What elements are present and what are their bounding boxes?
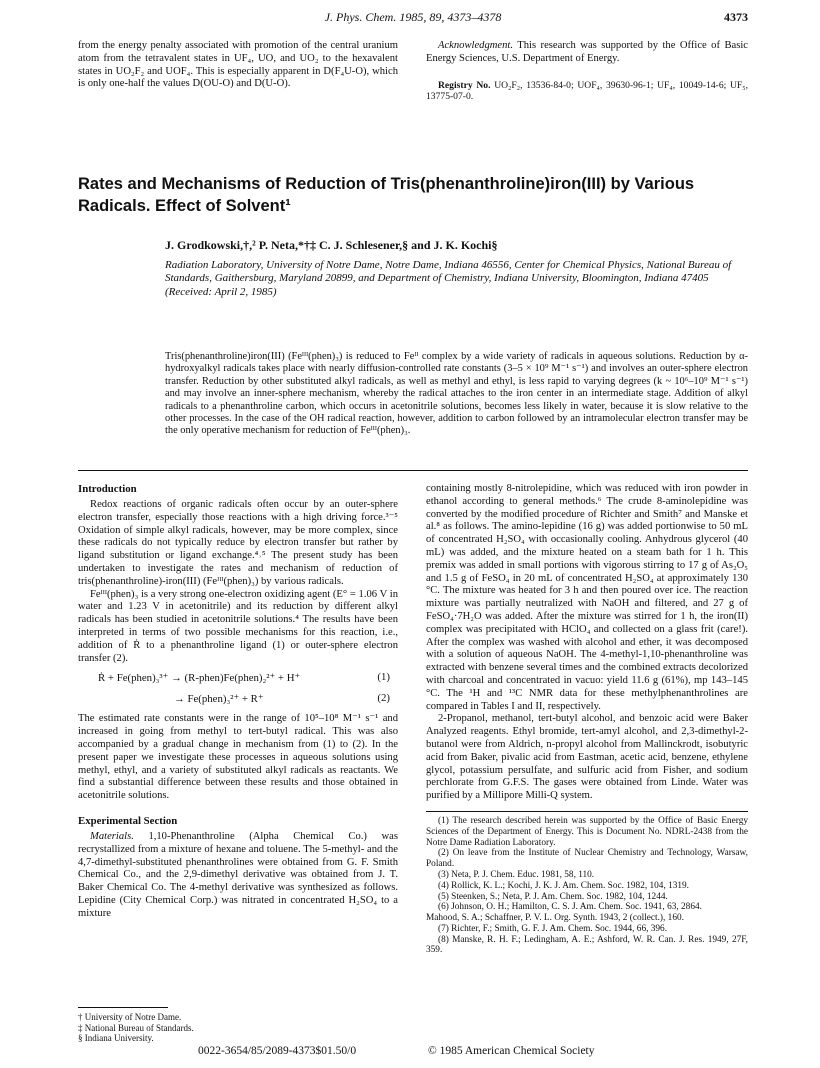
journal-citation: J. Phys. Chem. 1985, 89, 4373–4378 [324, 10, 502, 24]
article-code: 0022-3654/85/2089-4373$01.50/0 [198, 1045, 357, 1057]
page-number: 4373 [724, 10, 748, 24]
footnotes [426, 816, 748, 956]
abstract: Tris(phenanthroline)iron(III) (Feᴵᴵᴵ(phen)₃) is reduced to Feᴵᴵ complex by a wide variety of radicals in aqueous solutions. Reduction by α-hydroxyalkyl radicals takes place with nearly diffusion-controlled rate constants (3–5 × 10⁹ M⁻¹ s⁻¹) and involves an outer-sphere electron transfer. Reduction by other substituted alkyl radicals, as well as methyl and ethyl, is less rapid to varying degrees (k ~ 10⁶–10⁹ M⁻¹ s⁻¹) and may involve an inner-sphere mechanism, whereby the radical attaches to the iron center in an intermediate stage. Addition of alkyl radicals to a phenanthroline carbon, which occurs in acetonitrile solutions, becomes less likely in water, because it is slow relative to the other processes. In the case of the OH radical reaction, however, addition to carbon followed by an intramolecular electron transfer may be the only operative mechanism for reduction of Feᴵᴵᴵ(phen)₃. [165, 351, 748, 437]
acknowledgment [426, 40, 748, 66]
top-left-continuation [78, 40, 398, 91]
running-header [78, 10, 748, 30]
intro-paragraph-3: The estimated rate constants were in the range of 10⁵–10⁸ M⁻¹ s⁻¹ and increased in going from methyl to tert-butyl radical. This was also accompanied by a gradual change in mechanism from (1) to (2). In the present paper we investigate these processes in aqueous solutions using methyl, ethyl, and a variety of substituted alkyl radicals as reactants. We find a substantial difference between these results and those obtained in acetonitrile solutions. [78, 713, 398, 802]
equation-2 [78, 692, 398, 709]
registry-text: UO₂F₂, 13536-84-0; UOF₄, 39630-96-1; UF₄, 10049-14-6; UF₅, 13775-07-0. [426, 79, 749, 103]
acknowledgment-label: Acknowledgment. [438, 40, 514, 51]
top-right-block [426, 40, 748, 103]
footnote-item: (4) Rollick, K. L.; Kochi, J. K. J. Am. Chem. Soc. 1982, 104, 1319. [438, 880, 690, 891]
footnote-rule [426, 811, 748, 812]
section-divider [78, 470, 748, 471]
footnote-item: (6) Johnson, O. H.; Hamilton, C. S. J. Am. Chem. Soc. 1941, 63, 2864. [438, 902, 702, 913]
affiliation-note: ‡ National Bureau of Standards. [78, 1022, 194, 1033]
registry-numbers [426, 80, 748, 103]
affiliation: Radiation Laboratory, University of Notre Dame, Notre Dame, Indiana 46556, Center for Chemical Physics, National Bureau of Standards, Gaithersburg, Maryland 20899, and Department of Chemistry, Indiana University, Bloomington, Indiana 47405 (Received: April 2, 1985) [165, 259, 732, 298]
footnote-item: Mahood, S. A.; Schaffner, P. V. L. Org. Synth. 1943, 2 (collect.), 160. [426, 913, 684, 924]
continued-paragraph: from the energy penalty associated with promotion of the central uranium atom from the tetravalent states in UF₄, UO, and UO₂ to the hexavalent states in UO₂F₂ and UOF₄. This is especially apparent in D(F₄U-O), which is only one-half the values D(OU-O) and D(U-O). [78, 40, 398, 90]
materials-paragraph [78, 831, 398, 921]
intro-paragraph-2: Feᴵᴵᴵ(phen)₃ is a very strong one-electron oxidizing agent (E° = 1.06 V in water and 1.23 V in acetonitrile) and its reduction by different alkyl radicals has been studied in acetonitrile solutions.⁴ The results have been interpreted in terms of two possible mechanisms for this reaction, i.e., addition of Ṙ to a phenanthroline ligand (1) or outer-sphere electron transfer (2). [78, 588, 398, 664]
materials-label: Materials. [90, 830, 134, 842]
article-title: Rates and Mechanisms of Reduction of Tris(phenanthroline)iron(III) by Various Radicals. Effect of Solvent¹ [78, 175, 695, 215]
authors: J. Grodkowski,†,² P. Neta,*†‡ C. J. Schlesener,§ and J. K. Kochi§ [165, 238, 498, 252]
equation-2-body: → Fe(phen)₃²⁺ + R⁺ [174, 693, 264, 706]
affiliation-note: † University of Notre Dame. [78, 1012, 182, 1022]
footnote-item: (3) Neta, P. J. Chem. Educ. 1981, 58, 110. [438, 869, 595, 880]
equation-2-number: (2) [377, 692, 390, 705]
footnote-item: (8) Manske, R. H. F.; Ledingham, A. E.; Ashford, W. R. Can. J. Res. 1949, 27F, 359. [426, 934, 748, 956]
acknowledgment-text: This research was supported by the Office of Basic Energy Sciences, U.S. Department of Energy. [426, 40, 748, 64]
equation-1 [78, 671, 398, 688]
copyright: © 1985 American Chemical Society [428, 1045, 595, 1057]
affiliation-notes [78, 1012, 278, 1044]
affiliation-note: § Indiana University. [78, 1033, 154, 1043]
equation-1-number: (1) [377, 671, 390, 684]
registry-label: Registry No. [438, 79, 491, 91]
introduction-heading: Introduction [78, 483, 137, 495]
footnote-item: (2) On leave from the Institute of Nuclear Chemistry and Technology, Warsaw, Poland. [426, 848, 748, 870]
equation-1-body: Ṙ + Fe(phen)₃³⁺ → (R-phen)Fe(phen)₂²⁺ + H⁺ [98, 672, 301, 685]
footnote-item: (1) The research described herein was supported by the Office of Basic Energy Sciences of the Department of Energy. This is Document No. NDRL-2438 from the Notre Dame Radiation Laboratory. [426, 815, 748, 848]
materials-text: 1,10-Phenanthroline (Alpha Chemical Co.) was recrystallized from a mixture of hexane and toluene. The 5-methyl- and the 4,7-dimethyl-substituted phenanthrolines were obtained from G. F. Smith Chemical Co., and the 2,9-dimethyl derivative was obtained from J. T. Baker Chemical Co. The 4-methyl derivative was synthesized as follows. Lepidine (City Chemical Corp.) was nitrated in concentrated H₂SO₄ to a mixture [78, 830, 398, 919]
left-column [78, 483, 398, 921]
affiliation-note-rule [78, 1007, 168, 1008]
intro-paragraph-1: Redox reactions of organic radicals often occur by an outer-sphere electron transfer, especially those reactions with a high driving force.³⁻⁵ Oxidation of simple alkyl radicals, however, may be more complex, since these radicals do not typically reduce by electron transfer but rather by ligand substitution or ligand exchange.⁴˒⁵ The present study has been undertaken to investigate the rates and mechanism of reduction of tris(phenanthroline)-iron(III) (Feᴵᴵᴵ(phen)₃) by various radicals. [78, 499, 398, 587]
experimental-heading: Experimental Section [78, 814, 178, 827]
footnote-item: (7) Richter, F.; Smith, G. F. J. Am. Chem. Soc. 1944, 66, 396. [438, 923, 668, 934]
right-column [426, 483, 748, 956]
reagents-paragraph: 2-Propanol, methanol, tert-butyl alcohol, and benzoic acid were Baker Analyzed reagents. Ethyl bromide, tert-amyl alcohol, and 2,3-dimethyl-2-butanol were from Aldrich, n-propyl alcohol from Mallinckrodt, isobutyric acid from Baker, pivalic acid from Eastman, acetic acid, benzene, ethylene glycol, potassium persulfate, and sulfuric acid from Fisher, and sodium perchlorate from G.F.S. The gases were obtained from Linde. Water was purified by a Millipore Milli-Q system. [426, 713, 748, 802]
footnote-item: (5) Steenken, S.; Neta, P. J. Am. Chem. Soc. 1982, 104, 1244. [438, 891, 668, 902]
synthesis-paragraph: containing mostly 8-nitrolepidine, which was reduced with iron powder in ethanol according to general methods.⁶ The crude 8-aminolepidine was converted by the modified procedure of Richter and Smith⁷ and Manske et al.⁸ as follows. The amino-lepidine (16 g) was added portionwise to 50 mL of concentrated H₂SO₄ with occasionally cooling. Anhydrous glycerol (40 mL) was added, and the mixture heated on a steam bath for 1 h. This premix was added in small portions with vigorous stirring to 17 g of As₂O₅ and 1.5 g of FeSO₄ in 20 mL of concentrated H₂SO₄ at approximately 130 °C. The mixture was heated for 3 h and then poured over ice. The reaction mixture was partially neutralized with NaOH and filtered, and 27 g of FeSO₄·7H₂O was added. After the mixture was stirred for 1 h, the iron(II) complex was precipitated with HClO₄ and collected on a glass frit (care!). After the complex was washed with alcohol and ether, it was decomposed with a solution of aqueous NaOH. The 4-methyl-1,10-phenanthroline was extracted with benzene several times and the combined extracts decolorized with charcoal and concentrated in vacuo: yield 11.6 g (61%), mp 143–145 °C. The ¹H and ¹³C NMR data for these methylphenanthrolines are compared in Tables I and II, respectively. [426, 483, 748, 712]
